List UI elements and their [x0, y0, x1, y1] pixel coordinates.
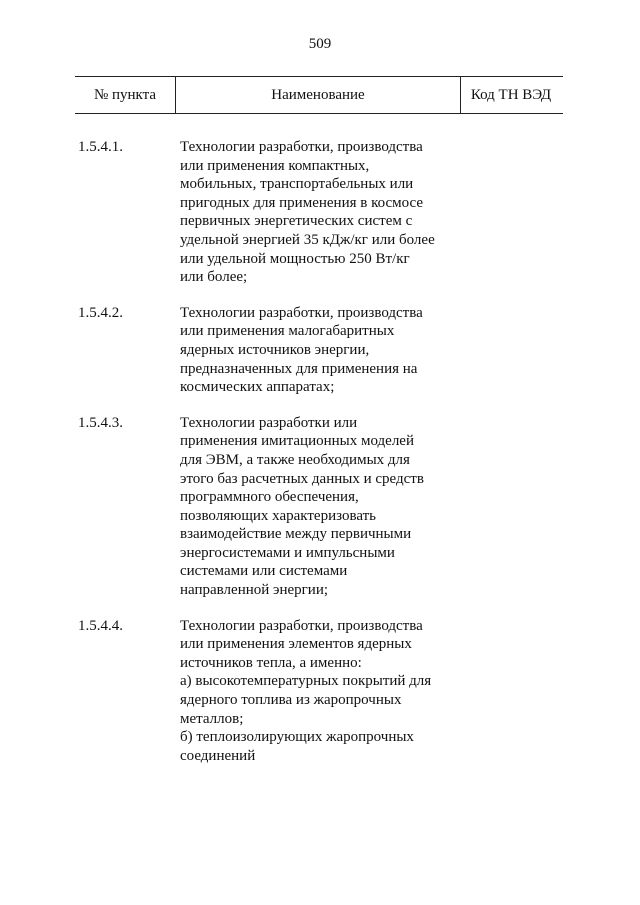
header-col-name: Наименование — [175, 77, 461, 113]
entry-text-line: первичных энергетических систем с — [180, 213, 413, 230]
list-item — [0, 617, 640, 766]
entry-text-line: Технологии разработки, производства — [180, 617, 423, 634]
entry-text-line: применения имитационных моделей — [180, 433, 414, 450]
entries-list — [0, 138, 640, 782]
entry-text-line: Технологии разработки, производства — [180, 139, 423, 155]
entry-text-line: Технологии разработки, производства — [180, 304, 423, 321]
entry-text-line: системами или системами — [180, 563, 348, 580]
entry-text-line: мобильных, транспортабельных или — [180, 176, 414, 193]
entry-text-line: пригодных для применения в космосе — [180, 194, 424, 211]
entry-text-line: или применения элементов ядерных — [180, 636, 412, 653]
entry-text-line: взаимодействие между первичными — [180, 526, 412, 543]
entry-number: 1.5.4.2. — [78, 304, 123, 321]
entry-text-line: металлов; — [180, 710, 244, 727]
entry-text-line: или более; — [180, 269, 248, 286]
header-col-code: Код ТН ВЭД — [470, 86, 552, 103]
entry-text-line: б) теплоизолирующих жаропрочных — [180, 729, 414, 746]
entry-text-line: позволяющих характеризовать — [180, 507, 376, 524]
entry-text-line: направленной энергии; — [180, 582, 329, 599]
entry-text-line: а) высокотемпературных покрытий для — [180, 673, 432, 690]
entry-text-line: источников тепла, а именно: — [180, 654, 362, 671]
list-item — [0, 304, 640, 397]
entry-text-line: энергосистемами и импульсными — [180, 544, 395, 561]
entry-text-line: космических аппаратах; — [180, 379, 335, 396]
entry-number: 1.5.4.1. — [78, 139, 123, 155]
entry-text-line: или применения компактных, — [180, 157, 370, 174]
table-header — [75, 76, 563, 114]
entry-text-line: или применения малогабаритных — [180, 323, 395, 340]
entry-text-line: предназначенных для применения на — [180, 360, 418, 377]
entry-text — [180, 304, 470, 397]
entry-number: 1.5.4.4. — [78, 617, 123, 634]
list-item — [0, 414, 640, 600]
entry-text-line: удельной энергией 35 кДж/кг или более — [180, 231, 435, 248]
entry-text-line: для ЭВМ, а также необходимых для — [180, 451, 410, 468]
entry-text-line: программного обеспечения, — [180, 489, 359, 506]
entry-text-line: Технологии разработки или — [180, 414, 358, 431]
entry-text — [180, 138, 470, 287]
entry-text-line: соединений — [180, 747, 256, 764]
list-item — [0, 138, 640, 287]
entry-text-line: или удельной мощностью 250 Вт/кг — [180, 250, 410, 267]
header-col-number: № пункта — [93, 86, 157, 103]
entry-text — [180, 617, 470, 766]
entry-text-line: этого баз расчетных данных и средств — [180, 470, 424, 487]
entry-text-line: ядерных источников энергии, — [180, 341, 370, 358]
entry-text-line: ядерного топлива из жаропрочных — [180, 692, 402, 709]
entry-number: 1.5.4.3. — [78, 414, 123, 431]
page-number: 509 — [308, 36, 332, 52]
entry-text — [180, 414, 470, 600]
